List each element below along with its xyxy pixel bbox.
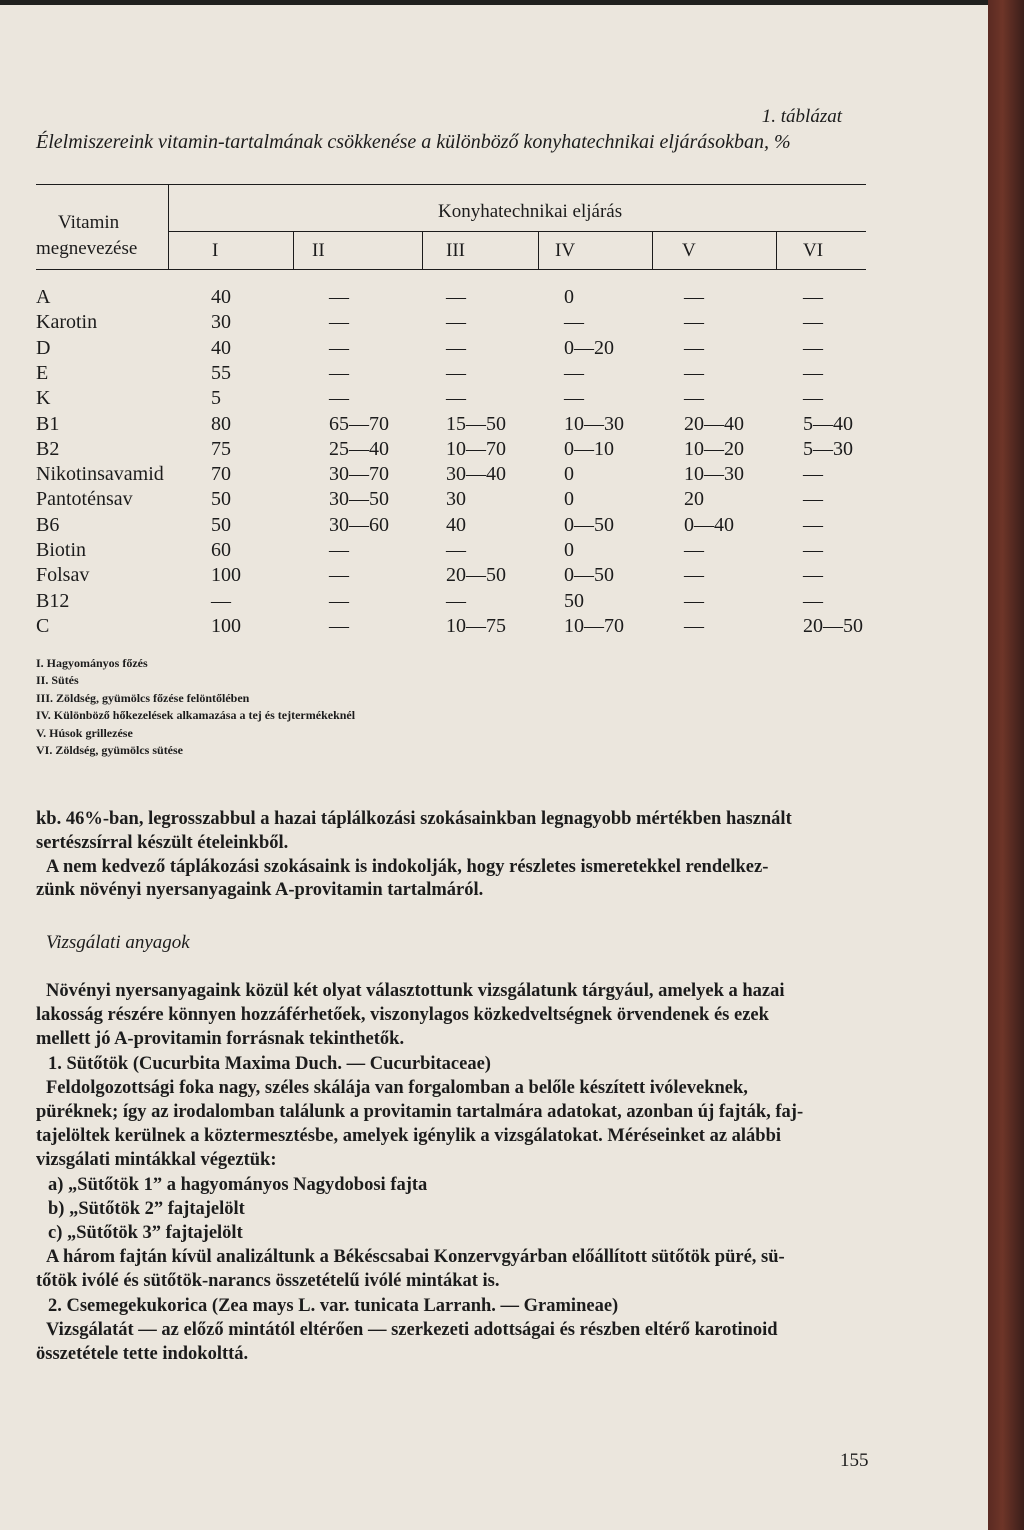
table-cell: 0 [564, 488, 574, 511]
table-divider [538, 231, 539, 269]
table-cell: — [446, 286, 466, 308]
table-cell: 80 [211, 412, 231, 435]
column-header: III [446, 240, 465, 261]
text-line: zünk növényi nyersanyagaink A-provitamin tartalmáról. [36, 880, 484, 901]
table-cell: — [684, 539, 704, 561]
table-cell: — [329, 311, 349, 334]
table-cell: — [684, 311, 704, 334]
text-line: Növényi nyersanyagaink közül két olyat választottunk vizsgálatunk tárgyául, amelyek a hazai [46, 981, 785, 1001]
text-line: sertészsírral készült ételeinkből. [36, 832, 289, 853]
table-cell: 100 [211, 614, 241, 637]
book-binding-edge [988, 0, 1024, 1530]
table-number: 1. táblázat [761, 106, 842, 127]
table-cell: — [803, 539, 823, 561]
table-cell: 10—30 [684, 463, 744, 486]
table-cell: — [684, 387, 704, 410]
text-line: A nem kedvező táplákozási szokásaink is indokolják, hogy részletes ismeretekkel rendelkez- [46, 856, 769, 877]
table-cell: 55 [211, 361, 231, 384]
table-cell: — [803, 589, 823, 612]
table-cell: 20—50 [446, 564, 506, 587]
table-cell: 0 [564, 539, 574, 561]
table-cell: — [211, 589, 231, 612]
table-cell: 20—40 [684, 412, 744, 435]
legend-item: III. Zöldség, gyümölcs főzése felöntőlében [36, 690, 250, 705]
table-subheader-rule [168, 231, 866, 232]
vitamin-name-cell: Pantoténsav [36, 488, 133, 511]
vitamin-name-cell: K [36, 387, 51, 410]
table-cell: — [329, 564, 349, 587]
table-cell: — [329, 589, 349, 612]
table-cell: — [446, 539, 466, 561]
text-line: Vizsgálatát — az előző mintától eltérően — szerkezeti adottságai és részben eltérő karotinoid [46, 1319, 778, 1340]
column-header: VI [803, 240, 824, 261]
text-line: lakosság részére könnyen hozzáférhetőek, viszonylagos közkedveltségnek örvendenek és ezek [36, 1005, 769, 1026]
table-cell: — [329, 539, 349, 561]
vitamin-name-cell: C [36, 614, 50, 637]
table-cell: — [446, 336, 466, 359]
table-cell: 30—40 [446, 463, 506, 486]
table-cell: 30—70 [329, 463, 389, 486]
text-line: A három fajtán kívül analizáltunk a Békéscsabai Konzervgyárban előállított sütőtök püré, sü- [46, 1247, 785, 1268]
text-line: kb. 46%-ban, legrosszabbul a hazai táplálkozási szokásainkban legnagyobb mértékben használt [36, 809, 792, 829]
vitamin-name-cell: Nikotinsavamid [36, 463, 164, 486]
table-divider [776, 231, 777, 269]
table-top-rule [36, 184, 866, 185]
table-cell: 30 [211, 311, 231, 334]
table-cell: — [803, 336, 823, 359]
legend-item: IV. Különböző hőkezelések alkamazása a tej és tejtermékeknél [36, 708, 356, 723]
table-cell: 0 [564, 286, 574, 308]
text-line: 2. Csemegekukorica (Zea mays L. var. tunicata Larranh. — Gramineae) [48, 1295, 619, 1316]
table-cell: — [803, 564, 823, 587]
table-cell: — [803, 387, 823, 410]
table-cell: 75 [211, 437, 231, 460]
text-line: püréknek; így az irodalomban találunk a provitamin tartalmára adatokat, azonban új fajták, faj- [36, 1102, 804, 1122]
table-divider [293, 231, 294, 269]
text-line: c) „Sütőtök 3” fajtajelölt [48, 1223, 243, 1243]
table-cell: 5 [211, 387, 221, 410]
table-cell: 10—70 [446, 437, 506, 460]
vitamin-name-cell: Biotin [36, 539, 87, 561]
table-cell: 0 [564, 463, 574, 486]
table-cell: — [803, 286, 823, 308]
vitamin-name-cell: Karotin [36, 311, 98, 334]
text-line: 1. Sütőtök (Cucurbita Maxima Duch. — Cucurbitaceae) [48, 1053, 491, 1074]
legend-item: V. Húsok grillezése [36, 725, 133, 740]
column-header: I [212, 240, 219, 261]
table-cell: 65—70 [329, 412, 389, 435]
table-cell: 0—10 [564, 437, 614, 460]
vitamin-name-cell: E [36, 361, 49, 384]
text-line: a) „Sütőtök 1” a hagyományos Nagydobosi fajta [48, 1174, 428, 1195]
table-cell: — [564, 361, 584, 384]
vitamin-name-cell: B6 [36, 513, 60, 536]
table-cell: 40 [211, 286, 231, 308]
table-cell: 100 [211, 564, 241, 587]
table-cell: — [329, 614, 349, 637]
row-header-line1: Vitamin [58, 212, 120, 233]
table-divider [422, 231, 423, 269]
table-cell: 60 [211, 539, 231, 561]
table-cell: — [684, 564, 704, 587]
text-line: b) „Sütőtök 2” fajtajelölt [48, 1198, 245, 1219]
vitamin-name-cell: D [36, 336, 51, 359]
table-cell: 30—50 [329, 488, 389, 511]
table-cell: 10—75 [446, 614, 506, 637]
table-cell: 10—30 [564, 412, 624, 435]
table-cell: — [564, 387, 584, 410]
table-cell: 20 [684, 488, 704, 511]
table-cell: — [684, 614, 704, 637]
vitamin-name-cell: B1 [36, 412, 60, 435]
text-line: vizsgálati mintákkal végeztük: [36, 1150, 277, 1171]
table-divider [168, 184, 169, 270]
table-cell: 25—40 [329, 437, 389, 460]
row-header-line2: megnevezése [36, 238, 138, 259]
column-header: II [312, 240, 325, 261]
table-divider [652, 231, 653, 269]
table-cell: — [446, 311, 466, 334]
table-cell: 0—20 [564, 336, 614, 359]
table-cell: — [803, 361, 823, 384]
table-cell: — [329, 361, 349, 384]
table-cell: — [329, 387, 349, 410]
table-cell: 0—50 [564, 564, 614, 587]
legend-item: I. Hagyományos főzés [36, 656, 148, 670]
vitamin-name-cell: Folsav [36, 564, 90, 587]
vitamin-name-cell: B12 [36, 589, 70, 612]
table-cell: 10—20 [684, 437, 744, 460]
table-cell: — [446, 361, 466, 384]
table-cell: — [684, 589, 704, 612]
table-cell: 40 [211, 336, 231, 359]
table-cell: — [446, 387, 466, 410]
table-cell: 0—40 [684, 513, 734, 536]
table-cell: 20—50 [803, 614, 863, 637]
legend-item: II. Sütés [36, 673, 79, 688]
text-line: tőtök ivólé és sütőtök-narancs összetételű ivólé mintákat is. [36, 1271, 500, 1292]
table-cell: — [564, 311, 584, 334]
table-cell: — [329, 336, 349, 359]
table-cell: 50 [211, 513, 231, 536]
table-cell: — [684, 361, 704, 384]
table-cell: 10—70 [564, 614, 624, 637]
legend-item: VI. Zöldség, gyümölcs sütése [36, 743, 184, 757]
table-cell: 70 [211, 463, 231, 486]
scan-top-edge [0, 0, 988, 5]
table-cell: 30 [446, 488, 466, 511]
page-number: 155 [840, 1450, 869, 1471]
table-cell: 40 [446, 513, 466, 536]
table-cell: 5—40 [803, 412, 853, 435]
vitamin-name-cell: B2 [36, 437, 60, 460]
table-cell: — [803, 513, 823, 536]
table-cell: 30—60 [329, 513, 389, 536]
table-cell: — [803, 311, 823, 334]
group-header: Konyhatechnikai eljárás [438, 201, 623, 222]
table-cell: — [803, 488, 823, 511]
section-heading: Vizsgálati anyagok [46, 932, 190, 953]
table-cell: — [684, 286, 704, 308]
column-header: V [682, 240, 696, 261]
vitamin-name-cell: A [36, 286, 51, 308]
text-line: mellett jó A-provitamin forrásnak tekinthetők. [36, 1029, 405, 1050]
text-line: Feldolgozottsági foka nagy, széles skálája van forgalomban a belőle készített ivóleveknek, [46, 1077, 748, 1098]
table-caption: Élelmiszereink vitamin-tartalmának csökkenése a különböző konyhatechnikai eljárásokban, % [36, 131, 791, 153]
table-cell: — [803, 463, 823, 486]
table-cell: 50 [211, 488, 231, 511]
table-cell: 15—50 [446, 412, 506, 435]
text-line: összetétele tette indokolttá. [36, 1344, 249, 1364]
table-cell: 5—30 [803, 437, 853, 460]
table-cell: — [684, 336, 704, 359]
table-cell: — [329, 286, 349, 308]
table-header-bottom-rule [36, 269, 866, 270]
column-header: IV [555, 240, 576, 261]
table-cell: 50 [564, 589, 584, 612]
table-cell: — [446, 589, 466, 612]
table-cell: 0—50 [564, 513, 614, 536]
text-line: tajelöltek kerülnek a köztermesztésbe, amelyek igénylik a vizsgálatokat. Méréseinket az alábbi [36, 1126, 782, 1147]
